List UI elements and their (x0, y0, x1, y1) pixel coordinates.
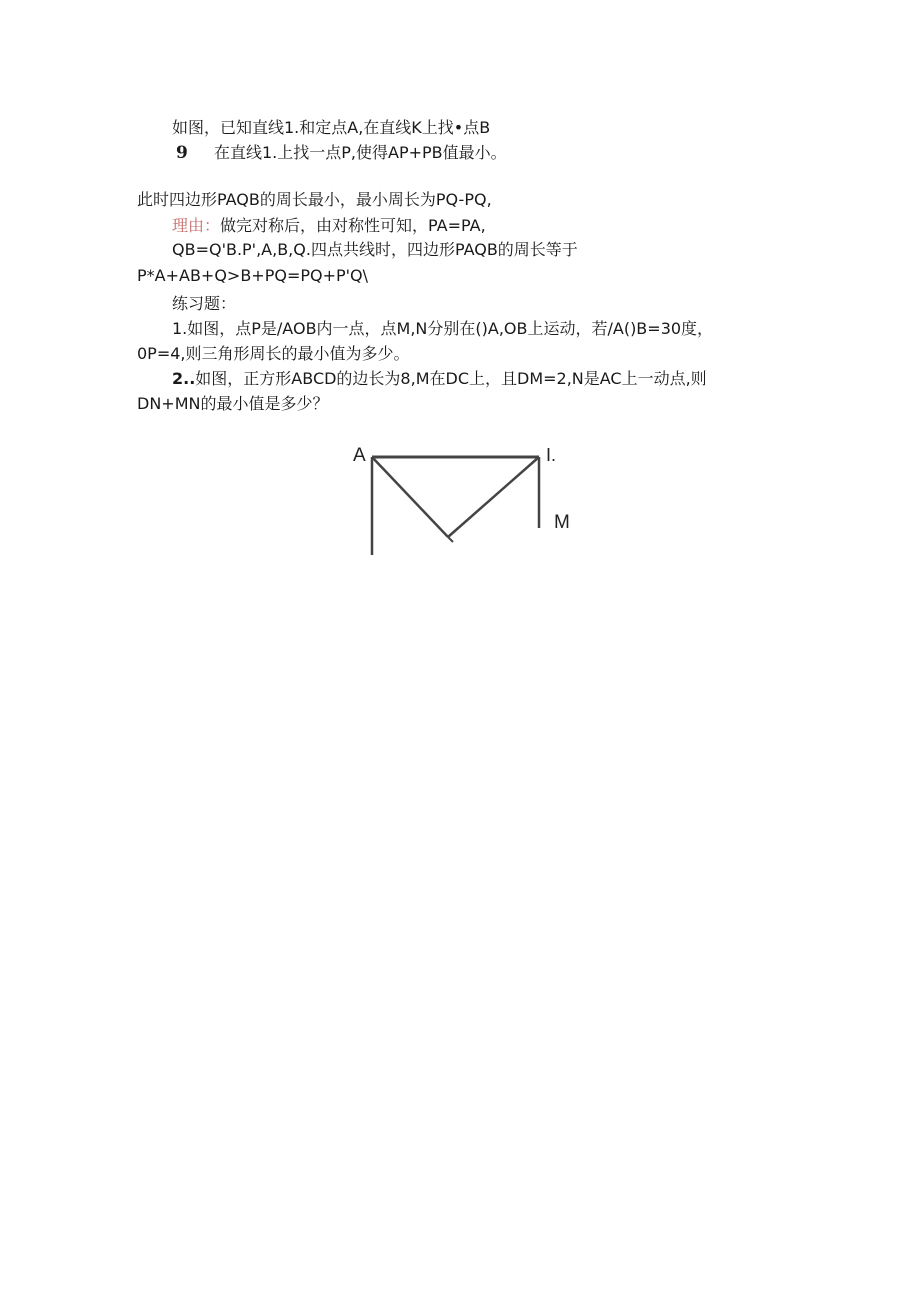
reason-label: 理由： (172, 216, 221, 235)
reason-line (172, 216, 486, 236)
intro-line-1: 如图，已知直线1.和定点A,在直线K上找•点B (172, 118, 491, 137)
conclusion-line-1: 此时四边形PAQB的周长最小，最小周长为PQ-PQ, (137, 190, 492, 209)
square-figure (340, 440, 600, 555)
exercise-2-number: 2.. (172, 369, 196, 388)
segment-tail-line (448, 537, 453, 542)
exercise-2-line-2: DN+MN的最小值是多少？ (137, 394, 329, 413)
exercise-1-line-2: 0P=4,则三角形周长的最小值为多少。 (137, 344, 410, 363)
reason-text: 做完对称后，由对称性可知，PA=PA, (220, 216, 486, 235)
vertex-label-m: M (554, 512, 570, 533)
conclusion-line-3: QB=Q'B.P',A,B,Q.四点共线时，四边形PAQB的周长等于 (172, 240, 578, 259)
segment-an-line (372, 457, 448, 537)
intro-line-2: 在直线1.上找一点P,使得AP+PB值最小。 (214, 143, 507, 162)
vertex-label-d: I. (546, 445, 557, 465)
exercise-1-line-1: 1.如图，点P是/AOB内一点，点M,N分别在()A,OB上运动，若/A()B=30度， (172, 319, 714, 338)
comma-mark: 9 (176, 143, 188, 163)
exercise-2-text: 如图，正方形ABCD的边长为8,M在DC上，且DM=2,N是AC上一动点,则 (195, 369, 707, 388)
figure-lines (340, 440, 600, 555)
conclusion-line-4: P*A+AB+Q>B+PQ=PQ+P'Q\ (137, 266, 369, 285)
exercise-2-line-1 (172, 369, 707, 389)
vertex-label-a: A (353, 445, 366, 466)
segment-nm-line (448, 457, 539, 537)
exercise-heading: 练习题： (172, 294, 237, 313)
